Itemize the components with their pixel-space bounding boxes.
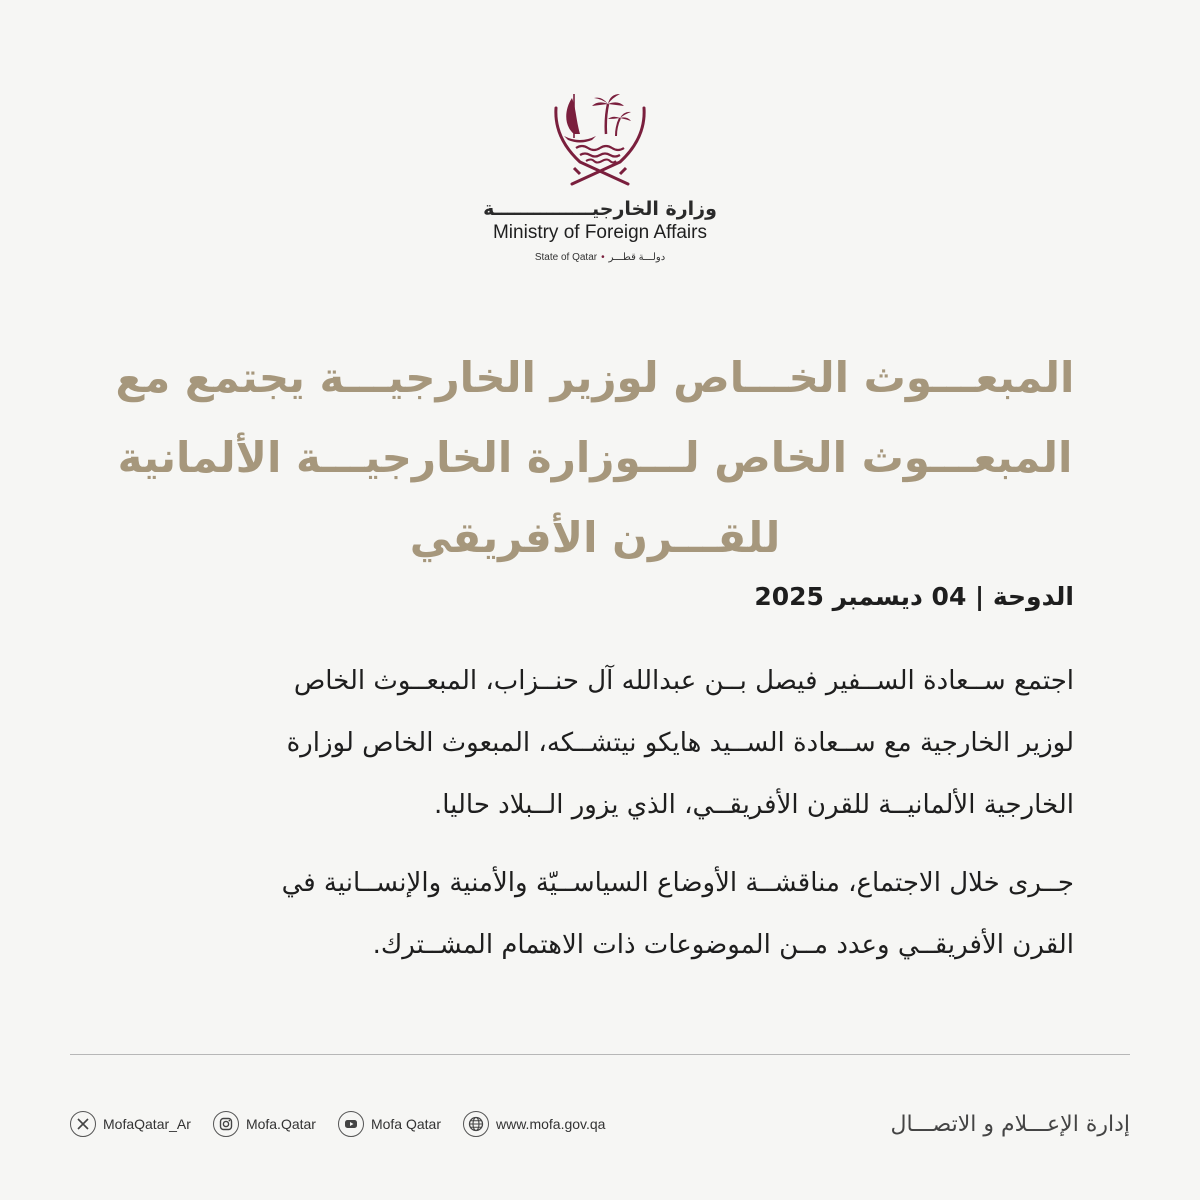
paragraph-2 <box>124 852 1074 976</box>
social-x-label: MofaQatar_Ar <box>103 1116 191 1132</box>
social-x[interactable] <box>70 1111 191 1137</box>
footer <box>70 1100 1130 1148</box>
state-name-english: State of Qatar <box>534 252 598 263</box>
social-instagram[interactable] <box>213 1111 316 1137</box>
x-icon <box>70 1111 96 1137</box>
paragraph-1 <box>124 650 1074 836</box>
body-text <box>124 650 1074 992</box>
social-youtube[interactable] <box>338 1111 441 1137</box>
state-name-arabic: دولـــة قطـــر <box>608 252 666 263</box>
youtube-icon <box>338 1111 364 1137</box>
headline-line-3: للقـــرن الأفريقي <box>409 513 781 562</box>
social-instagram-label: Mofa.Qatar <box>245 1116 316 1132</box>
globe-icon <box>463 1111 489 1137</box>
paragraph-line: القرن الأفريقــي وعدد مــن الموضوعات ذات الاهتمام المشــترك. <box>372 930 1074 960</box>
qatar-emblem-icon <box>550 90 650 190</box>
paragraph-line: جــرى خلال الاجتماع، مناقشــة الأوضاع السياســيّة والأمنية والإنســانية في <box>281 868 1074 898</box>
header <box>0 90 1200 263</box>
ministry-name-arabic: وزارة الخارجيـــــــــــــــة <box>483 198 717 220</box>
paragraph-line: الخارجية الألمانيــة للقرن الأفريقــي، الذي يزور الــبلاد حاليا. <box>433 790 1074 820</box>
state-line <box>535 252 665 263</box>
headline-line-2: المبعـــوث الخاص لـــوزارة الخارجيـــة الألمانية <box>117 433 1073 482</box>
dateline: الدوحة | 04 ديسمبر 2025 <box>754 582 1074 611</box>
website-label: www.mofa.gov.qa <box>496 1116 606 1132</box>
website-link[interactable] <box>463 1111 605 1137</box>
social-links <box>70 1111 605 1137</box>
headline <box>110 338 1080 578</box>
social-youtube-label: Mofa Qatar <box>370 1116 441 1132</box>
department-name: إدارة الإعـــلام و الاتصـــال <box>890 1111 1130 1137</box>
paragraph-line: اجتمع ســعادة الســفير فيصل بــن عبدالله آل حنــزاب، المبعــوث الخاص <box>293 666 1074 696</box>
separator-dot: • <box>601 252 605 263</box>
headline-line-1: المبعـــوث الخـــاص لوزير الخارجيـــة يجتمع مع <box>115 353 1075 402</box>
instagram-icon <box>213 1111 239 1137</box>
ministry-name-english: Ministry of Foreign Affairs <box>492 222 707 243</box>
footer-divider <box>70 1054 1130 1055</box>
paragraph-line: لوزير الخارجية مع ســعادة الســيد هايكو نيتشــكه، المبعوث الخاص لوزارة <box>286 728 1074 758</box>
